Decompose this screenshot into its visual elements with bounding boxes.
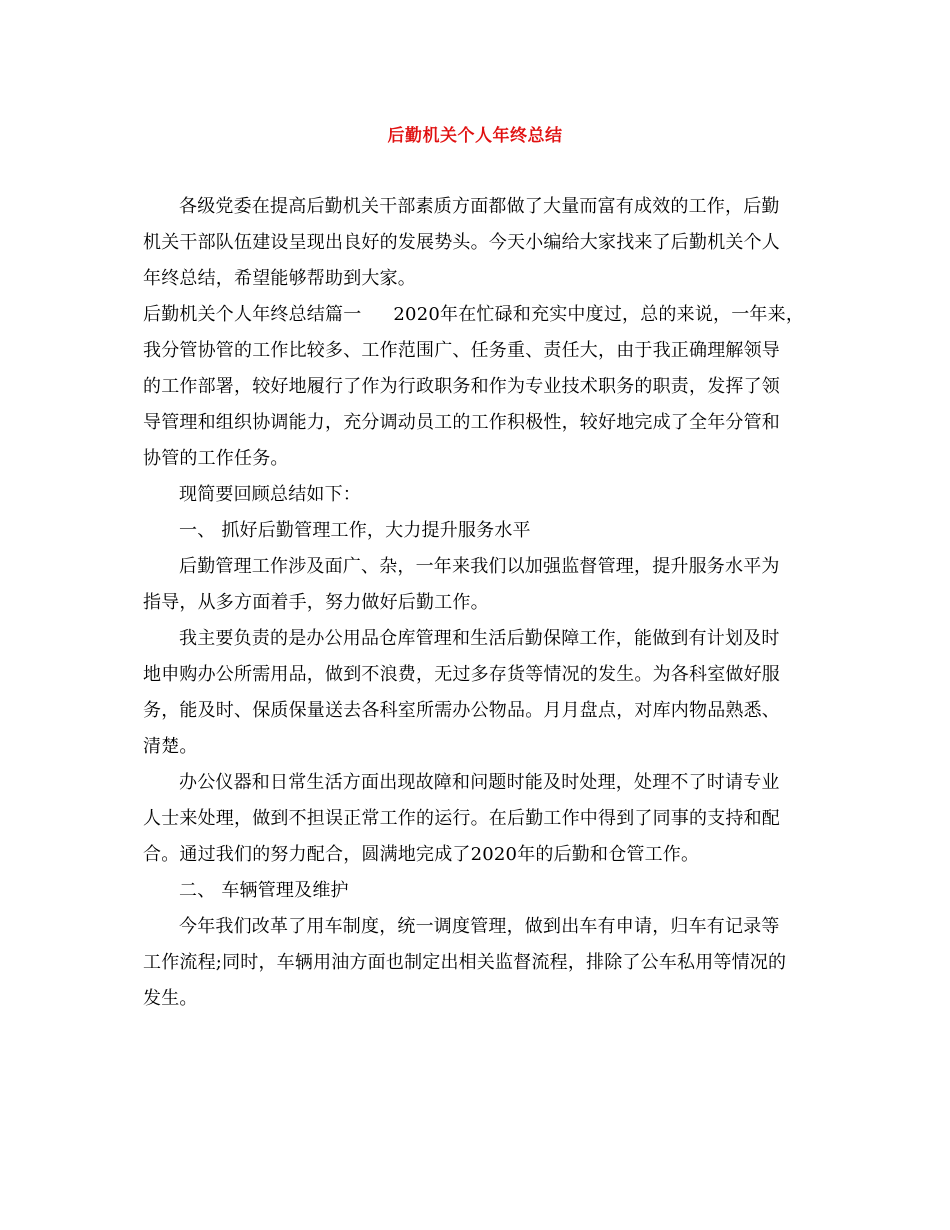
paragraph-line: 协管的工作任务。 (143, 448, 289, 469)
paragraph-line: 清楚。 (143, 736, 198, 757)
paragraph-line: 合。通过我们的努力配合，圆满地完成了2020年的后勤和仓管工作。 (143, 844, 700, 865)
paragraph-line: 办公仪器和日常生活方面出现故障和问题时能及时处理，处理不了时请专业 (179, 772, 780, 793)
document-title: 后勤机关个人年终总结 (387, 126, 563, 146)
section-heading: 二、 车辆管理及维护 (179, 880, 349, 901)
document-body (143, 195, 807, 1023)
paragraph-line: 导管理和组织协调能力，充分调动员工的工作积极性，较好地完成了全年分管和 (143, 412, 780, 433)
paragraph-line: 我主要负责的是办公用品仓库管理和生活后勤保障工作，能做到有计划及时 (179, 628, 780, 649)
paragraph-line: 现简要回顾总结如下： (179, 484, 361, 505)
paragraph-line: 发生。 (143, 988, 198, 1009)
paragraph-line: 工作流程;同时，车辆用油方面也制定出相关监督流程，排除了公车私用等情况的 (143, 952, 787, 973)
paragraph-line: 各级党委在提高后勤机关干部素质方面都做了大量而富有成效的工作，后勤 (179, 196, 780, 217)
section-heading: 一、 抓好后勤管理工作，大力提升服务水平 (179, 520, 531, 541)
paragraph-text: 2020年在忙碌和充实中度过，总的来说，一年来， (393, 304, 805, 325)
paragraph-line: 的工作部署，较好地履行了作为行政职务和作为专业技术职务的职责，发挥了领 (143, 376, 780, 397)
paragraph-line: 后勤管理工作涉及面广、杂，一年来我们以加强监督管理，提升服务水平为 (179, 556, 780, 577)
section-heading: 后勤机关个人年终总结篇一 (143, 304, 362, 325)
paragraph-line (143, 303, 807, 339)
paragraph-line: 指导，从多方面着手，努力做好后勤工作。 (143, 592, 489, 613)
paragraph-line: 地申购办公所需用品，做到不浪费，无过多存货等情况的发生。为各科室做好服 (143, 664, 780, 685)
paragraph-line: 务，能及时、保质保量送去各科室所需办公物品。月月盘点，对库内物品熟悉、 (143, 700, 780, 721)
paragraph-line: 人士来处理，做到不担误正常工作的运行。在后勤工作中得到了同事的支持和配 (143, 808, 780, 829)
paragraph-line: 今年我们改革了用车制度，统一调度管理，做到出车有申请，归车有记录等 (179, 916, 780, 937)
paragraph-line: 机关干部队伍建设呈现出良好的发展势头。今天小编给大家找来了后勤机关个人 (143, 232, 780, 253)
paragraph-line: 我分管协管的工作比较多、工作范围广、任务重、责任大，由于我正确理解领导 (143, 340, 780, 361)
paragraph-line: 年终总结，希望能够帮助到大家。 (143, 268, 416, 289)
